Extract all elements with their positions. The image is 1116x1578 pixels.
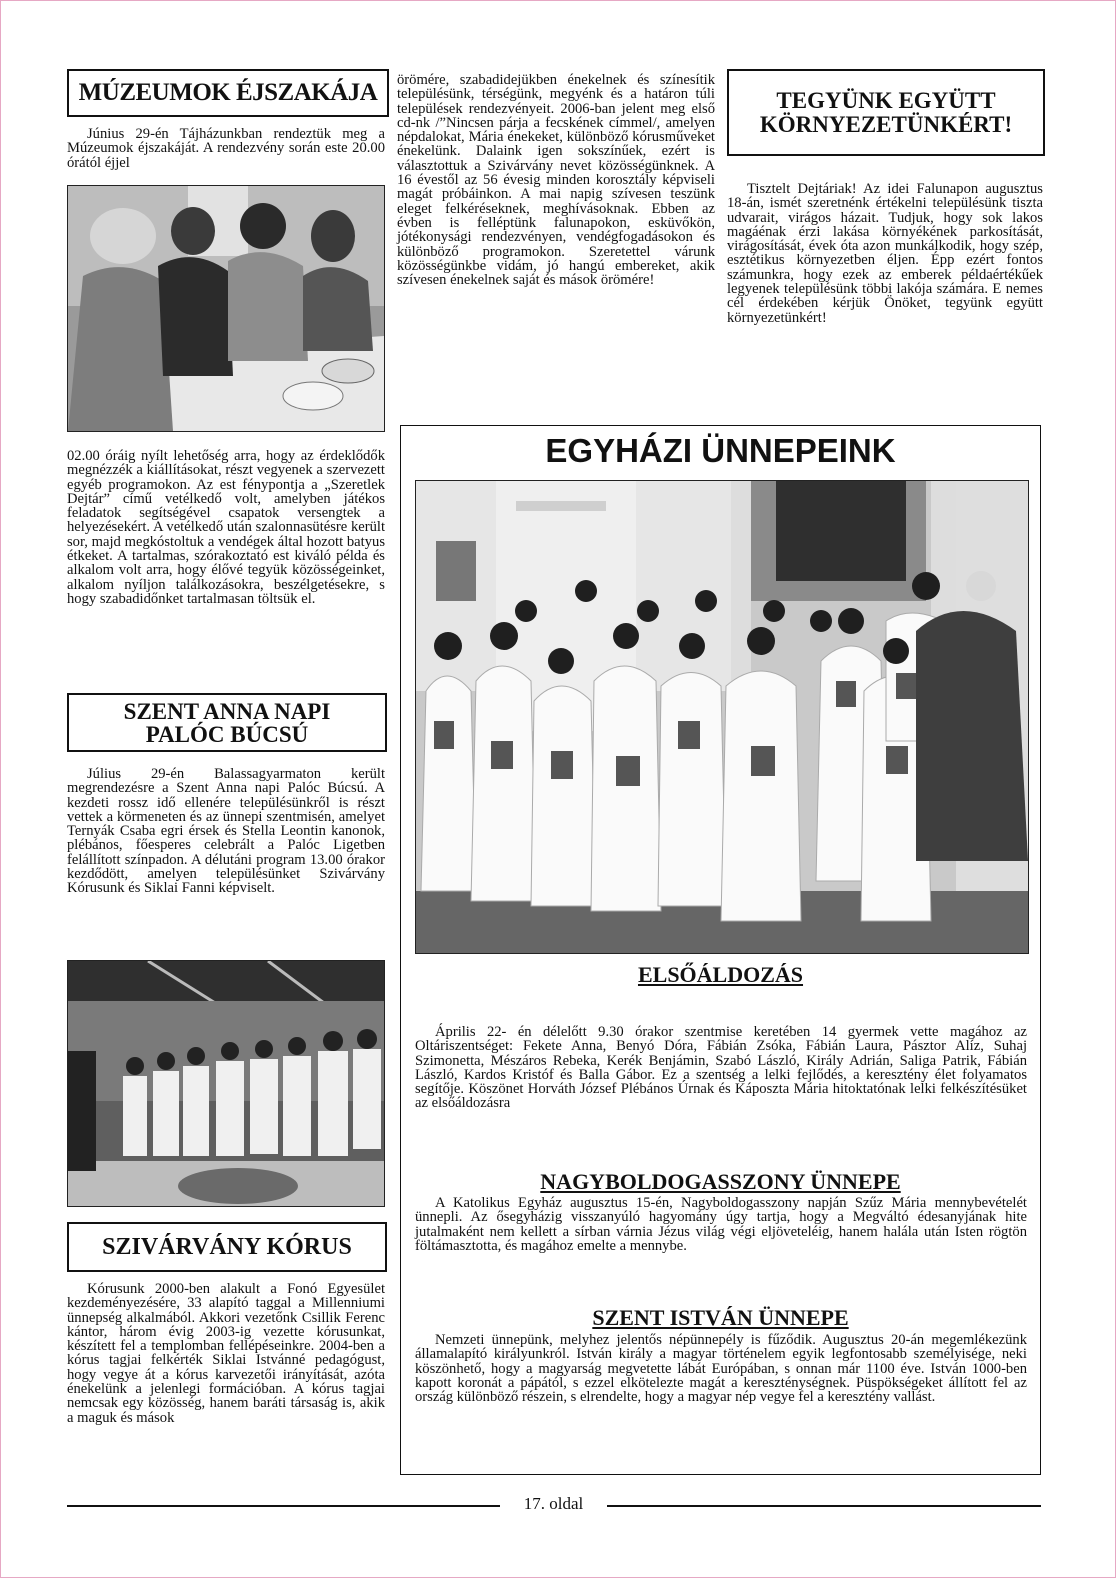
- environment-title-box: [727, 69, 1045, 156]
- museum-photo: [67, 185, 385, 432]
- communion-photo-image: [416, 481, 1028, 953]
- anna-title: SZENT ANNA NAPI PALÓC BÚCSÚ: [123, 698, 331, 747]
- choir-continued: [397, 73, 715, 287]
- footer-line-right: [607, 1505, 1041, 1507]
- page-number: 17. oldal: [523, 1494, 584, 1513]
- museum-intro: [67, 127, 385, 170]
- environment-body: [727, 182, 1043, 325]
- communion-photo: [415, 480, 1029, 954]
- stephen-body: [415, 1333, 1027, 1404]
- choir-continued-text: örömére, szabadidejükben énekelnek és színesítik településünk, térségünk, megyénk és a határon túli települések rendezvényeit. 2006-ban jelent meg első cd-nk /”Nincsen párja a fecskének címmel/, amelyen népdalokat, Mária énekeket, különböző kórusműveket énekelünk. Dalaink igen sokszínűek, ezért is választottuk a Szivárvány nevet közösségünknek. A 16 évestől az 56 évesig minden korosztály képviseli magát próbáinkon. A mai napig szívesen teszünk eleget felkéréseknek, meghívásoknak. Ebben az évben is felléptünk falunapokon, esküvőkön, jótékonysági rendezvényen, vendégfogadásokon és különböző programokon. Szeretettel várunk közösségünkbe vidám, jó hangú embereket, akik szívesen énekelnek saját és mások örömére!: [397, 72, 715, 289]
- assumption-title: NAGYBOLDOGASSZONY ÜNNEPE: [540, 1169, 901, 1194]
- assumption-body: [415, 1196, 1027, 1253]
- museum-body-text: 02.00 óráig nyílt lehetőség arra, hogy az érdeklődők megnézzék a kiállításokat, részt vegyenek a szervezett egyéb programokon. Az est fénypontja a „Szeretlek Dejtár” című vetélkedő volt, amelyben játékos feladatok segítségével csapatok versengtek a helyezésekért. A vetélkedő után szalonnasütésre került sor, majd megkóstoltuk a vendégek által hozott batyus étkeket. A tartalmas, szórakoztató est kiváló példa és alkalom volt arra, hogy élővé tegyük közösségeinket, alkalom nyíljon találkozásokra, beszélgetésekre, s hogy szabadidőnket tartalmasan töltsük el.: [67, 448, 385, 607]
- museum-title-box: [67, 69, 389, 117]
- communion-body: [415, 1025, 1027, 1111]
- anna-body-text: Július 29-én Balassagyarmaton került megrendezésre a Szent Anna napi Palóc Búcsú. A kezdeti rossz idő ellenére településünkről is részt vettek a körmeneten és az ünnepi szentmisén, amelyet Ternyák Csaba egri érsek és Stella Leontin kanonok, plébános, főesperes celebrált a Palóc Ligetben felállított színpadon. A délutáni program 13.00 órakor kezdődött, amelyen településünket Szivárvány Kórusunk és Siklai Fanni képviselt.: [67, 766, 385, 897]
- museum-body: [67, 449, 385, 606]
- choir-body: [67, 1282, 385, 1425]
- assumption-body-text: A Katolikus Egyház augusztus 15-én, Nagyboldogasszony napján Szűz Mária mennybevételét ünnepli. Az ősegyházig visszanyúló hagyomány úgy tartja, hogy a Megváltó édesanyjának hite jutalmaként nem kellett a sírban várnia Jézus világ végi eljöveteléig, hanem halála után Isten rögtön föltámasztotta, és magához emelte a mennybe.: [415, 1195, 1027, 1254]
- museum-title: MÚZEUMOK ÉJSZAKÁJA: [78, 79, 378, 106]
- stephen-title: SZENT ISTVÁN ÜNNEPE: [592, 1305, 849, 1330]
- museum-intro-text: Június 29-én Tájházunkban rendeztük meg a Múzeumok éjszakáját. A rendezvény során este 20.00 órától éjjel: [67, 126, 385, 171]
- environment-title: TEGYÜNK EGYÜTT KÖRNYEZETÜNKÉRT!: [759, 87, 1013, 137]
- choir-body-text: Kórusunk 2000-ben alakult a Fonó Egyesület kezdeményezésére, 33 alapító taggal a Millenniumi ünnepség alkalmából. Akkori vezetőnk Csillik Ferenc kántor, három évig 2003-ig vezette kórusunkat, készített fel a templomban fellépéseinkre. 2004-ben a kórus tagjai felkérték Siklai Istvánné pedagógust, hogy vegye át a kórus karvezetői irányítását, azóta énekelünk a jelenlegi formációban. A kórus tagjai nemcsak egy közösség, hanem baráti társaság is, akik a maguk és mások: [67, 1281, 385, 1426]
- choir-photo-image: [68, 961, 384, 1206]
- environment-body-text: Tisztelt Dejtáriak! Az idei Falunapon augusztus 18-án, ismét szeretnénk értékelni településünk tiszta udvarait, virágos házait. Tudjuk, hogy sok lakos magáénak érzi lakása környékének parkosítását, virágosítását, évek óta azon munkálkodik, hogy szép, esztétikus környezetben éljen. Épp ezért fontos számunkra, hogy ezek az emberek példaértékűek legyenek településünk többi lakója számára. E nemes cél érdekében kérjük Önöket, tegyünk együtt környezetünkért!: [727, 181, 1043, 326]
- anna-title-box: [67, 693, 387, 752]
- stephen-body-text: Nemzeti ünnepünk, melyhez jelentős népünnepély is fűződik. Augusztus 20-án megemlékezünk államalapító királyunkról. István király a magyar történelem egyik legfontosabb személyisége, neki köszönhető, hogy a magyarság megvetette lábát Európában, s onnan már 1100 éve. István 1000-ben kapott koronát a pápától, s ezzel elkötelezte magát a kereszténységnek. Püspökségeket állított fel az ország különböző részein, s elrendelte, hogy a magyar nép vegye fel a keresztény vallást.: [415, 1332, 1027, 1406]
- footer-line-left: [67, 1505, 500, 1507]
- anna-body: [67, 767, 385, 896]
- choir-photo: [67, 960, 385, 1207]
- museum-photo-image: [68, 186, 384, 431]
- choir-title-box: [67, 1222, 387, 1272]
- church-title: EGYHÁZI ÜNNEPEINK: [545, 432, 896, 469]
- communion-body-text: Április 22- én délelőtt 9.30 órakor szentmise keretében 14 gyermek vette magához az Oltáriszentséget: Fekete Anna, Benyó Dóra, Fábián Zsóka, Fábián Laura, Pásztor Alíz, Suhaj Szimonetta, Mészáros Rebeka, Kerék Benjámin, Szabó László, Király Adrián, Saliga Patrik, Fábián László, Kardos Kristóf és Balla Gábor. Ez a szentség a lelki fejlődés, a keresztény élet folyamatos segítője. Köszönet Horváth József Plébános Úrnak és Káposzta Mária hitoktatónak lelki felkészítésüket az elsőáldozásra: [415, 1024, 1027, 1112]
- communion-title: ELSŐÁLDOZÁS: [637, 962, 804, 987]
- choir-title: SZIVÁRVÁNY KÓRUS: [102, 1233, 352, 1260]
